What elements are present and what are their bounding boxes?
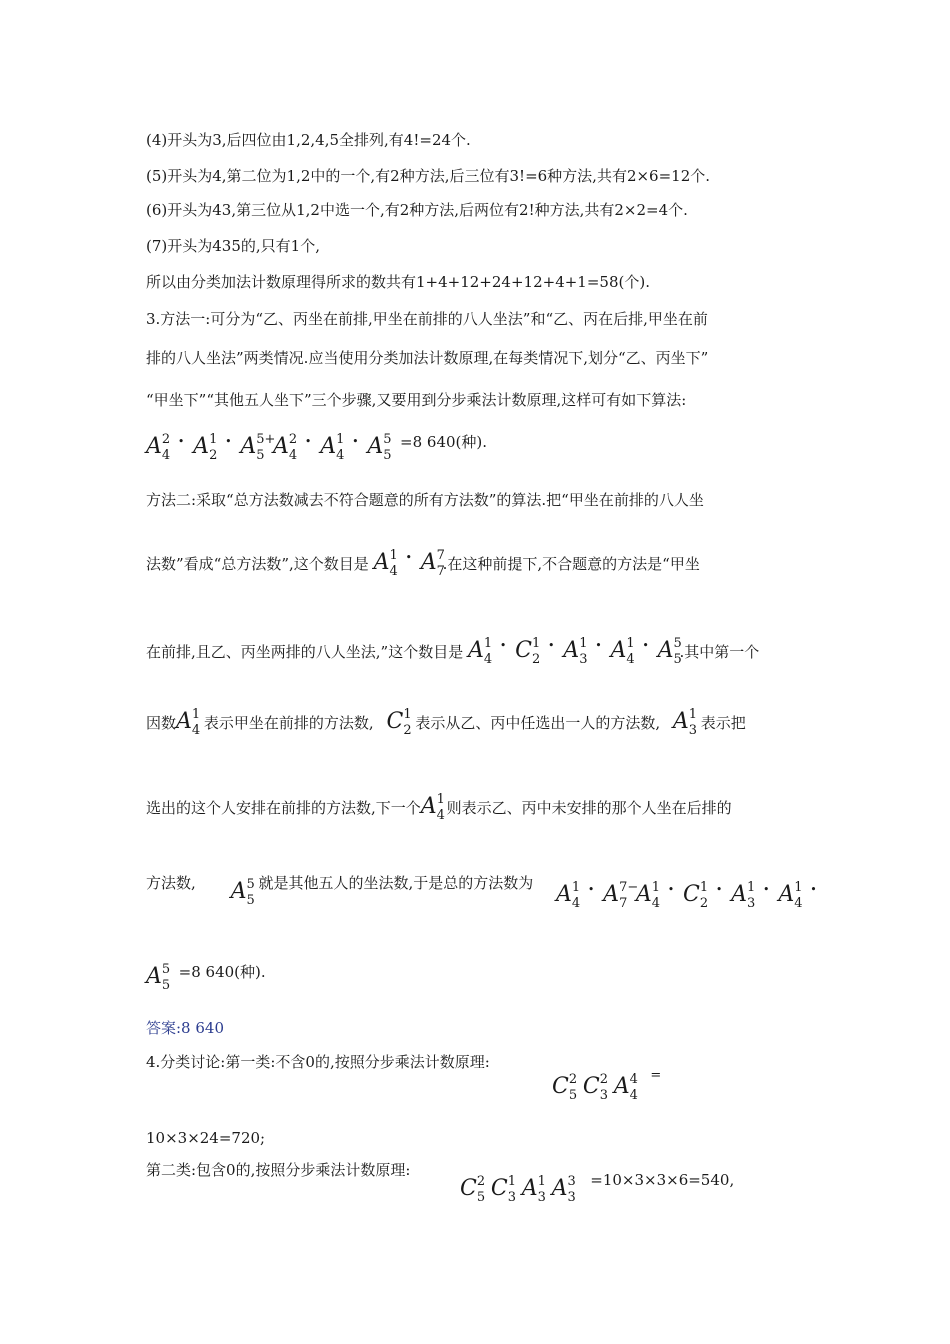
text-segment: 因数 [146,714,177,732]
text-line: (7)开头为435的,只有1个, [146,237,320,255]
text-segment: 表示把 [700,714,746,732]
math-term: A 1 4 [468,636,493,667]
math-term: C 1 2 [683,880,709,911]
math-term: A 5+ 5 [240,432,276,463]
math-term: A 1 3 [672,707,698,738]
math-term: A 1 4 [320,432,345,463]
math-term: A 1 2 [193,432,218,463]
math-term: C 2 5 [460,1174,486,1205]
formula-result: = [650,1068,662,1083]
text-line: (6)开头为43,第三位从1,2中选一个,有2种方法,后两位有2!种方法,共有2×2=4个. [146,201,688,219]
text-segment: 表示从乙、丙中任选出一人的方法数, [415,714,661,732]
math-term: A 5 5 [367,432,392,463]
math-term: A 2 4 [146,432,171,463]
text-line: 4.分类讨论:第一类:不含0的,按照分步乘法计数原理: [146,1053,490,1071]
math-term: A 5 5 [657,636,682,667]
text-segment: 法数”看成“总方法数”,这个数目是 [146,555,369,573]
math-term: A 1 4 [635,880,661,911]
formula-line: A 1 4 • A 7− 7 A 1 4 • C 1 2 • A 1 3 • A 1 4 • [556,880,817,911]
math-term: C 2 5 [552,1072,578,1103]
math-term: A 1 4 [556,880,581,911]
text-segment: 方法数, [146,874,196,892]
math-term: A 2 4 [273,432,298,463]
answer-line: 答案:8 640 [146,1019,224,1037]
text-line: (4)开头为3,后四位由1,2,4,5全排列,有4!=24个. [146,131,471,149]
formula-line [460,1170,735,1205]
text-line: 方法二:采取“总方法数减去不符合题意的所有方法数”的算法.把“甲坐在前排的八人坐 [146,491,704,509]
math-term: C 1 3 [490,1174,516,1205]
math-term: C 1 2 [386,707,412,738]
math-term: A 1 4 [420,792,445,823]
math-term: C 2 3 [582,1072,608,1103]
formula-result: =8 640(种). [400,433,488,451]
math-term: A 3 3 [551,1174,576,1205]
text-segment: .其中第一个 [679,643,760,661]
text-line: 排的八人坐法”两类情况.应当使用分类加法计数原理,在每类情况下,划分“乙、丙坐下” [146,349,709,367]
text-line: (5)开头为4,第二位为1,2中的一个,有2种方法,后三位有3!=6种方法,共有2×6=12个. [146,167,711,185]
math-term: A 7− 7 [603,880,639,911]
text-segment: 在前排,且乙、丙坐两排的八人坐法,”这个数目是 [146,643,464,661]
text-line: 所以由分类加法计数原理得所求的数共有1+4+12+24+12+4+1=58(个). [146,273,650,291]
formula-result: =8 640(种). [178,963,266,981]
formula-line [146,962,266,993]
formula-result: =10×3×3×6=540, [590,1171,735,1189]
text-line: 在前排,且乙、丙坐两排的八人坐法,”这个数目是 A 1 4 • C 1 2 • A 1 3 • A 1 4 • A 5 5 .其中第一个 [146,636,760,667]
text-segment: 选出的这个人安排在前排的方法数,下一个 [146,799,421,817]
text-segment: 就是其他五人的坐法数,于是总的方法数为 [258,874,534,892]
math-term: A 1 4 [373,548,398,579]
text-line: 法数”看成“总方法数”,这个数目是 A 1 4 • A 7 7 .在这种前提下,不合题意的方法是“甲坐 [146,548,700,579]
math-term: A 1 3 [731,880,756,911]
math-term: C 1 2 [515,636,541,667]
text-segment: .在这种前提下,不合题意的方法是“甲坐 [442,555,700,573]
math-term: A 1 3 [563,636,588,667]
text-line: 10×3×24=720; [146,1129,266,1147]
math-term: A 7 7 [420,548,445,579]
text-line [146,707,746,738]
math-term: A 4 4 [613,1072,638,1103]
math-term: A 5 5 [230,877,255,908]
math-term: A 1 4 [610,636,635,667]
text-line: “甲坐下”“其他五人坐下”三个步骤,又要用到分步乘法计数原理,这样可有如下算法: [146,391,687,409]
text-line: 第二类:包含0的,按照分步乘法计数原理: [146,1161,411,1179]
formula-line: A 2 4 • A 1 2 • A 5+ 5 A 2 4 • A 1 4 • A 5 5 =8 640(种). [146,432,488,463]
text-segment: 表示甲坐在前排的方法数, [203,714,374,732]
text-line [146,872,534,908]
math-term: A 5 5 [146,962,171,993]
math-term: A 1 4 [778,880,803,911]
text-line [146,792,732,823]
text-segment: 则表示乙、丙中未安排的那个人坐在后排的 [446,799,732,817]
math-term: A 1 3 [521,1174,546,1205]
math-term: A 1 4 [176,707,201,738]
text-line: 3.方法一:可分为“乙、丙坐在前排,甲坐在前排的八人坐法”和“乙、丙在后排,甲坐在前 [146,310,708,328]
formula-line [552,1066,662,1103]
